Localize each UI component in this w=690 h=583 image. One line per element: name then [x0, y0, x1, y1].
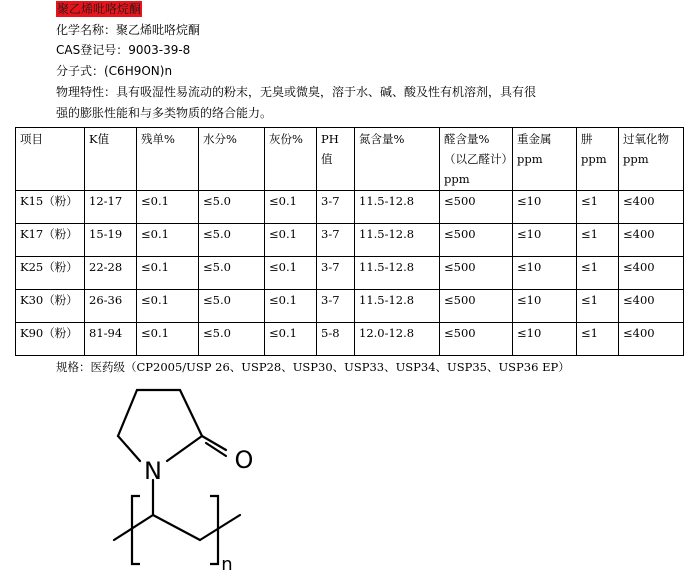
table-cell: ≤0.1	[265, 323, 317, 356]
cas-number: CAS登记号：9003-39-8	[56, 43, 191, 57]
nitrogen-atom-label: N	[144, 457, 162, 485]
table-cell: ≤10	[513, 191, 577, 224]
physical-properties-line-1: 物理特性：具有吸湿性易流动的粉末，无臭或微臭，溶于水、碱、酸及性有机溶剂，具有很	[56, 85, 537, 99]
table-cell: ≤0.1	[137, 257, 199, 290]
table-cell: ≤0.1	[137, 323, 199, 356]
col-header-nitrogen: 氮含量%	[355, 128, 440, 191]
col-header-item: 项目	[16, 128, 85, 191]
table-cell: K25（粉）	[16, 257, 85, 290]
table-cell: 81-94	[85, 323, 137, 356]
physical-properties-line-2: 强的膨胀性能和与多类物质的络合能力。	[56, 106, 273, 120]
table-cell: ≤500	[440, 323, 513, 356]
chemical-name: 化学名称：聚乙烯吡咯烷酮	[56, 23, 201, 37]
table-cell: ≤0.1	[265, 290, 317, 323]
col-header-peroxide: 过氧化物ppm	[619, 128, 684, 191]
table-cell: ≤500	[440, 191, 513, 224]
table-cell: ≤400	[619, 257, 684, 290]
table-cell: ≤500	[440, 290, 513, 323]
backbone-bond	[200, 515, 240, 540]
table-cell: 12-17	[85, 191, 137, 224]
col-header-aldehyde: 醛含量%（以乙醛计）ppm	[440, 128, 513, 191]
table-cell: ≤1	[577, 257, 619, 290]
ring-bond	[118, 436, 140, 461]
table-cell: ≤1	[577, 224, 619, 257]
backbone-bond	[153, 515, 200, 540]
table-header-row	[16, 128, 684, 191]
col-header-moisture: 水分%	[199, 128, 265, 191]
table-cell: ≤5.0	[199, 191, 265, 224]
ring-bond	[118, 390, 137, 436]
table-cell: ≤400	[619, 224, 684, 257]
table-cell: 3-7	[317, 290, 355, 323]
grade-specification: 规格：医药级（CP2005/USP 26、USP28、USP30、USP33、USP34、USP35、USP36 EP）	[56, 360, 570, 374]
pvp-structure-diagram	[100, 380, 270, 575]
table-cell: ≤10	[513, 224, 577, 257]
table-cell: K17（粉）	[16, 224, 85, 257]
page-title: 聚乙烯吡咯烷酮	[57, 2, 142, 16]
col-header-k-value: K值	[85, 128, 137, 191]
molecular-formula: 分子式：(C6H9ON)n	[56, 64, 173, 78]
table-cell: 11.5-12.8	[355, 224, 440, 257]
table-cell: ≤10	[513, 290, 577, 323]
table-cell: ≤1	[577, 290, 619, 323]
repeat-unit-brackets	[132, 496, 218, 564]
table-cell: ≤5.0	[199, 290, 265, 323]
table-cell: ≤1	[577, 323, 619, 356]
table-cell: ≤1	[577, 191, 619, 224]
col-header-hydrazine: 肼ppm	[577, 128, 619, 191]
table-row	[16, 224, 684, 257]
table-cell: K30（粉）	[16, 290, 85, 323]
table-cell: 15-19	[85, 224, 137, 257]
table-cell: ≤0.1	[137, 224, 199, 257]
ring-bond	[180, 390, 202, 436]
table-cell: ≤0.1	[137, 290, 199, 323]
table-cell: ≤0.1	[137, 191, 199, 224]
table-cell: ≤0.1	[265, 257, 317, 290]
table-cell: 26-36	[85, 290, 137, 323]
table-cell: 3-7	[317, 191, 355, 224]
table-cell: ≤400	[619, 290, 684, 323]
backbone-bond	[114, 515, 153, 540]
table-row	[16, 290, 684, 323]
col-header-ash: 灰份%	[265, 128, 317, 191]
table-cell: ≤400	[619, 323, 684, 356]
table-cell: 5-8	[317, 323, 355, 356]
table-cell: ≤5.0	[199, 257, 265, 290]
table-cell: 11.5-12.8	[355, 191, 440, 224]
table-cell: 3-7	[317, 257, 355, 290]
table-cell: K90（粉）	[16, 323, 85, 356]
table-cell: ≤500	[440, 224, 513, 257]
table-cell: ≤400	[619, 191, 684, 224]
col-header-heavy-metal: 重金属ppm	[513, 128, 577, 191]
table-row	[16, 323, 684, 356]
table-row	[16, 257, 684, 290]
table-cell: ≤10	[513, 257, 577, 290]
table-cell: 11.5-12.8	[355, 257, 440, 290]
table-cell: ≤5.0	[199, 224, 265, 257]
spec-table	[15, 127, 684, 356]
table-cell: 22-28	[85, 257, 137, 290]
table-cell: K15（粉）	[16, 191, 85, 224]
table-cell: ≤500	[440, 257, 513, 290]
col-header-ph: PH值	[317, 128, 355, 191]
oxygen-atom-label: O	[234, 446, 254, 474]
table-cell: ≤10	[513, 323, 577, 356]
table-cell: 12.0-12.8	[355, 323, 440, 356]
table-cell: 11.5-12.8	[355, 290, 440, 323]
table-row	[16, 191, 684, 224]
repeat-count-subscript: n	[221, 554, 233, 575]
ring-bond	[167, 436, 202, 461]
col-header-residual-monomer: 残单%	[137, 128, 199, 191]
table-cell: ≤0.1	[265, 191, 317, 224]
table-cell: ≤0.1	[265, 224, 317, 257]
left-bracket	[132, 496, 140, 564]
table-cell: ≤5.0	[199, 323, 265, 356]
table-cell: 3-7	[317, 224, 355, 257]
